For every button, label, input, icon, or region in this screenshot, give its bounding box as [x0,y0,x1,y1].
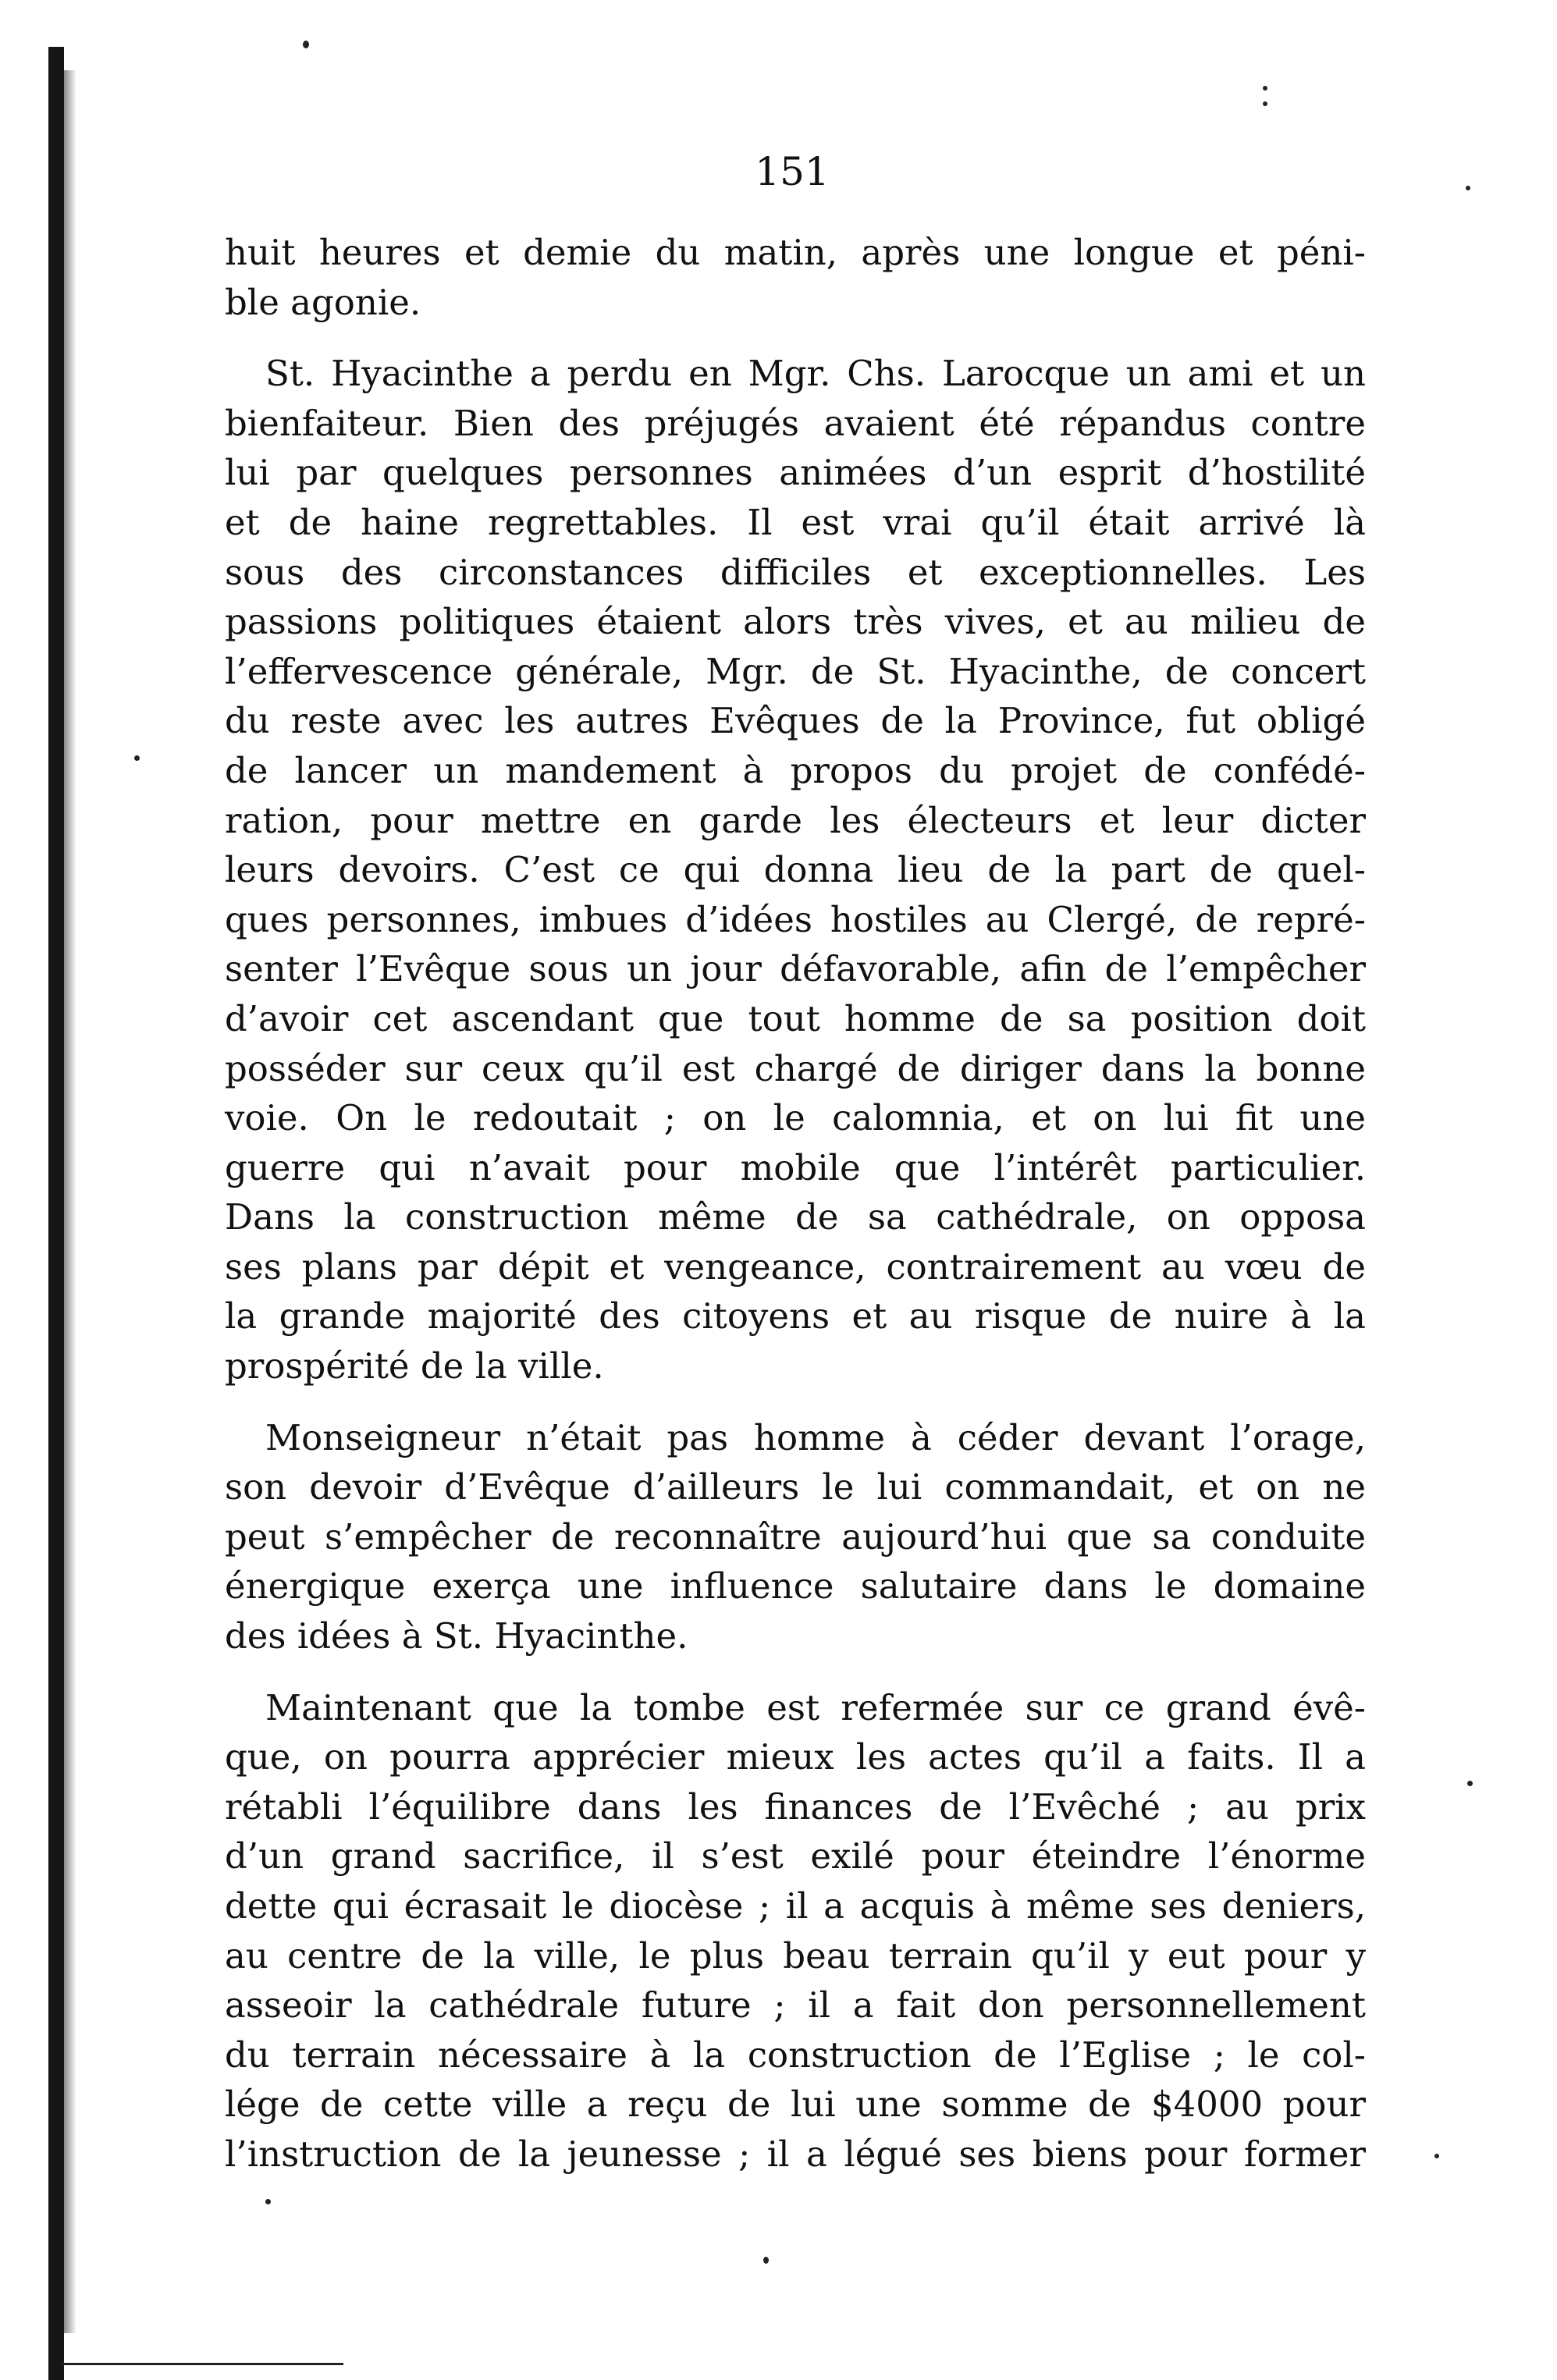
text-line: son devoir d’Evêque d’ailleurs le lui commandait, et on ne [225,1466,1366,1508]
text-line: au centre de la ville, le plus beau terrain qu’il y eut pour y [225,1934,1366,1977]
text-line: guerre qui n’avait pour mobile que l’intérêt particulier. [225,1146,1366,1188]
text-line: St. Hyacinthe a perdu en Mgr. Chs. Larocque un ami et un [265,353,1366,395]
paragraph [225,228,1366,327]
bottom-rule [62,2363,343,2365]
binding-edge [48,47,64,2380]
text-line: des idées à St. Hyacinthe. [225,1615,688,1657]
text-line: posséder sur ceux qu’il est chargé de diriger dans la bonne [225,1047,1366,1089]
text-line: sous des circonstances difficiles et exceptionnelles. Les [225,551,1366,593]
paragraph [225,349,1366,1391]
scan-speck [265,2199,271,2204]
text-line: énergique exerça une influence salutaire dans le domaine [225,1565,1366,1607]
scan-speck [1466,186,1470,190]
text-line: d’avoir cet ascendant que tout homme de sa position doit [225,997,1366,1039]
text-line: Dans la construction même de sa cathédrale, on opposa [225,1196,1366,1238]
page-number: 151 [755,149,830,194]
text-line: voie. On le redoutait ; on le calomnia, et on lui fit une [225,1097,1366,1139]
scan-speck [303,41,309,48]
paragraph [225,1413,1366,1661]
text-line: peut s’empêcher de reconnaître aujourd’hui que sa conduite [225,1515,1366,1558]
text-line: du reste avec les autres Evêques de la Province, fut obligé [225,700,1366,742]
text-line: Monseigneur n’était pas homme à céder devant l’orage, [265,1416,1366,1458]
text-line: ration, pour mettre en garde les électeurs et leur dicter [225,799,1366,841]
text-line: senter l’Evêque sous un jour défavorable, afin de l’empêcher [225,948,1366,990]
text-line: d’un grand sacrifice, il s’est exilé pour éteindre l’énorme [225,1835,1366,1877]
scan-speck [1263,101,1267,106]
text-line: l’instruction de la jeunesse ; il a légué ses biens pour former [225,2133,1366,2175]
text-line: asseoir la cathédrale future ; il a fait don personnellement [225,1984,1366,2027]
text-line: du terrain nécessaire à la construction de l’Eglise ; le col- [225,2034,1366,2076]
text-line: Maintenant que la tombe est refermée sur ce grand évê- [265,1686,1366,1728]
paragraph [225,1683,1366,2179]
scan-speck [1263,86,1267,91]
text-line: prospérité de la ville. [225,1345,604,1387]
text-line: leurs devoirs. C’est ce qui donna lieu de la part de quel- [225,849,1366,891]
text-line: ble agonie. [225,281,421,323]
binding-shadow [64,70,76,2333]
scan-speck [1467,1781,1473,1786]
text-line: de lancer un mandement à propos du projet de confédé- [225,749,1366,791]
text-line: rétabli l’équilibre dans les finances de l’Evêché ; au prix [225,1785,1366,1828]
text-line: que, on pourra apprécier mieux les actes qu’il a faits. Il a [225,1736,1366,1778]
text-line: l’effervescence générale, Mgr. de St. Hyacinthe, de concert [225,650,1366,692]
text-line: lége de cette ville a reçu de lui une somme de $4000 pour [225,2083,1366,2126]
text-line: et de haine regrettables. Il est vrai qu’il était arrivé là [225,501,1366,543]
text-line: dette qui écrasait le diocèse ; il a acquis à même ses deniers, [225,1885,1366,1927]
text-line: ques personnes, imbues d’idées hostiles au Clergé, de repré- [225,898,1366,940]
text-line: passions politiques étaient alors très vives, et au milieu de [225,601,1366,643]
text-line: huit heures et demie du matin, après une longue et péni- [225,232,1366,273]
scan-speck [763,2257,769,2264]
scan-speck [1434,2154,1439,2158]
text-line: lui par quelques personnes animées d’un esprit d’hostilité [225,452,1366,494]
scan-speck [134,755,140,761]
text-line: la grande majorité des citoyens et au risque de nuire à la [225,1295,1366,1337]
text-line: bienfaiteur. Bien des préjugés avaient été répandus contre [225,402,1366,444]
page-body [225,228,1366,2179]
text-line: ses plans par dépit et vengeance, contrairement au vœu de [225,1245,1366,1288]
